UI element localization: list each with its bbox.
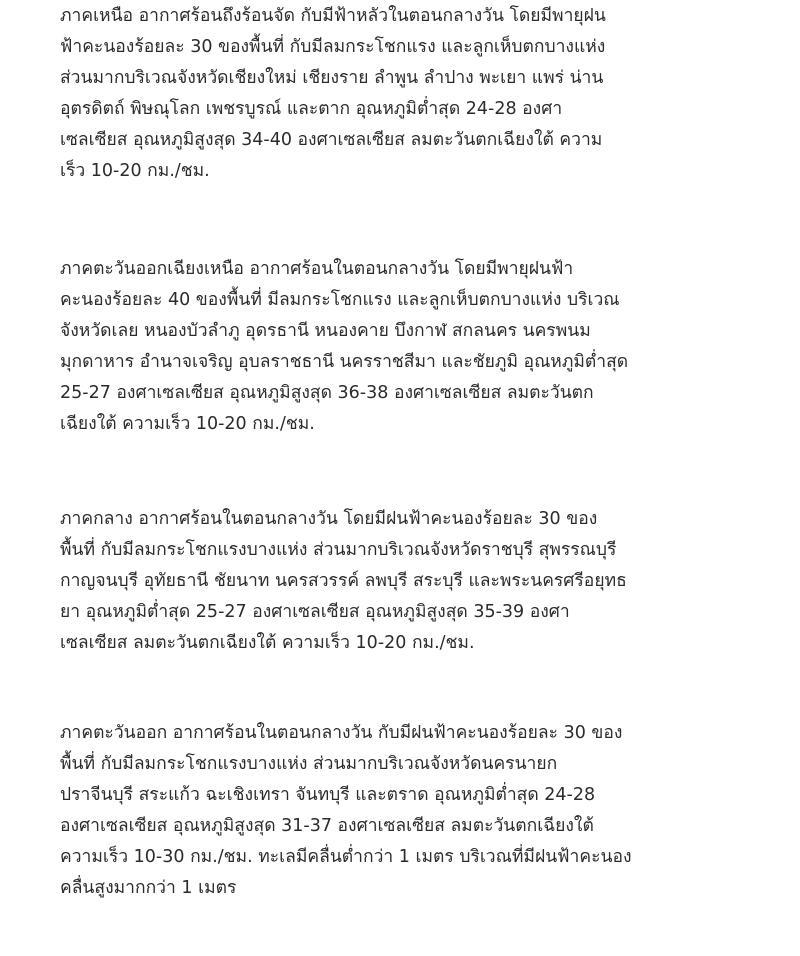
paragraph-line: ปราจีนบุรี สระแก้ว ฉะเชิงเทรา จันทบุรี และตราด อุณหภูมิต่ำสุด 24-28 <box>60 785 596 805</box>
paragraph-line: ภาคเหนือ อากาศร้อนถึงร้อนจัด กับมีฟ้าหลัวในตอนกลางวัน โดยมีพายุฝน <box>60 6 606 26</box>
paragraph-line: ยา อุณหภูมิต่ำสุด 25-27 องศาเซลเซียส อุณหภูมิสูงสุด 35-39 องศา <box>60 602 570 622</box>
paragraph-line: พื้นที่ กับมีลมกระโชกแรงบางแห่ง ส่วนมากบริเวณจังหวัดราชบุรี สุพรรณบุรี <box>60 540 617 560</box>
paragraph-line: ส่วนมากบริเวณจังหวัดเชียงใหม่ เชียงราย ลำพูน ลำปาง พะเยา แพร่ น่าน <box>60 68 604 88</box>
paragraph-east <box>60 718 632 904</box>
paragraph-line: อุตรดิตถ์ พิษณุโลก เพชรบูรณ์ และตาก อุณหภูมิต่ำสุด 24-28 องศา <box>60 99 563 119</box>
paragraph-line: ฟ้าคะนองร้อยละ 30 ของพื้นที่ กับมีลมกระโชกแรง และลูกเห็บตกบางแห่ง <box>60 37 606 57</box>
paragraph-line: องศาเซลเซียส อุณหภูมิสูงสุด 31-37 องศาเซลเซียส ลมตะวันตกเฉียงใต้ <box>60 816 594 836</box>
paragraph-line: เซลเซียส ลมตะวันตกเฉียงใต้ ความเร็ว 10-20 กม./ชม. <box>60 633 475 653</box>
paragraph-line: เฉียงใต้ ความเร็ว 10-20 กม./ชม. <box>60 414 315 434</box>
paragraph-north <box>60 1 606 187</box>
paragraph-line: 25-27 องศาเซลเซียส อุณหภูมิสูงสุด 36-38 องศาเซลเซียส ลมตะวันตก <box>60 383 594 403</box>
paragraph-line: เซลเซียส อุณหภูมิสูงสุด 34-40 องศาเซลเซียส ลมตะวันตกเฉียงใต้ ความ <box>60 130 603 150</box>
paragraph-northeast <box>60 254 628 440</box>
paragraph-line: ภาคกลาง อากาศร้อนในตอนกลางวัน โดยมีฝนฟ้าคะนองร้อยละ 30 ของ <box>60 509 598 529</box>
paragraph-central <box>60 504 627 659</box>
paragraph-line: มุกดาหาร อำนาจเจริญ อุบลราชธานี นครราชสีมา และชัยภูมิ อุณหภูมิต่ำสุด <box>60 352 629 372</box>
paragraph-line: ความเร็ว 10-30 กม./ชม. ทะเลมีคลื่นต่ำกว่า 1 เมตร บริเวณที่มีฝนฟ้าคะนอง <box>60 847 632 867</box>
paragraph-line: ภาคตะวันออกเฉียงเหนือ อากาศร้อนในตอนกลางวัน โดยมีพายุฝนฟ้า <box>60 259 574 279</box>
paragraph-line: เร็ว 10-20 กม./ชม. <box>60 161 210 181</box>
paragraph-line: คลื่นสูงมากกว่า 1 เมตร <box>60 878 237 898</box>
paragraph-line: ภาคตะวันออก อากาศร้อนในตอนกลางวัน กับมีฝนฟ้าคะนองร้อยละ 30 ของ <box>60 723 623 743</box>
paragraph-line: คะนองร้อยละ 40 ของพื้นที่ มีลมกระโชกแรง และลูกเห็บตกบางแห่ง บริเวณ <box>60 290 620 310</box>
paragraph-line: พื้นที่ กับมีลมกระโชกแรงบางแห่ง ส่วนมากบริเวณจังหวัดนครนายก <box>60 754 558 774</box>
paragraph-line: กาญจนบุรี อุทัยธานี ชัยนาท นครสวรรค์ ลพบุรี สระบุรี และพระนครศรีอยุทธ <box>60 571 627 591</box>
paragraph-line: จังหวัดเลย หนองบัวลำภู อุดรธานี หนองคาย บึงกาฬ สกลนคร นครพนม <box>60 321 591 341</box>
